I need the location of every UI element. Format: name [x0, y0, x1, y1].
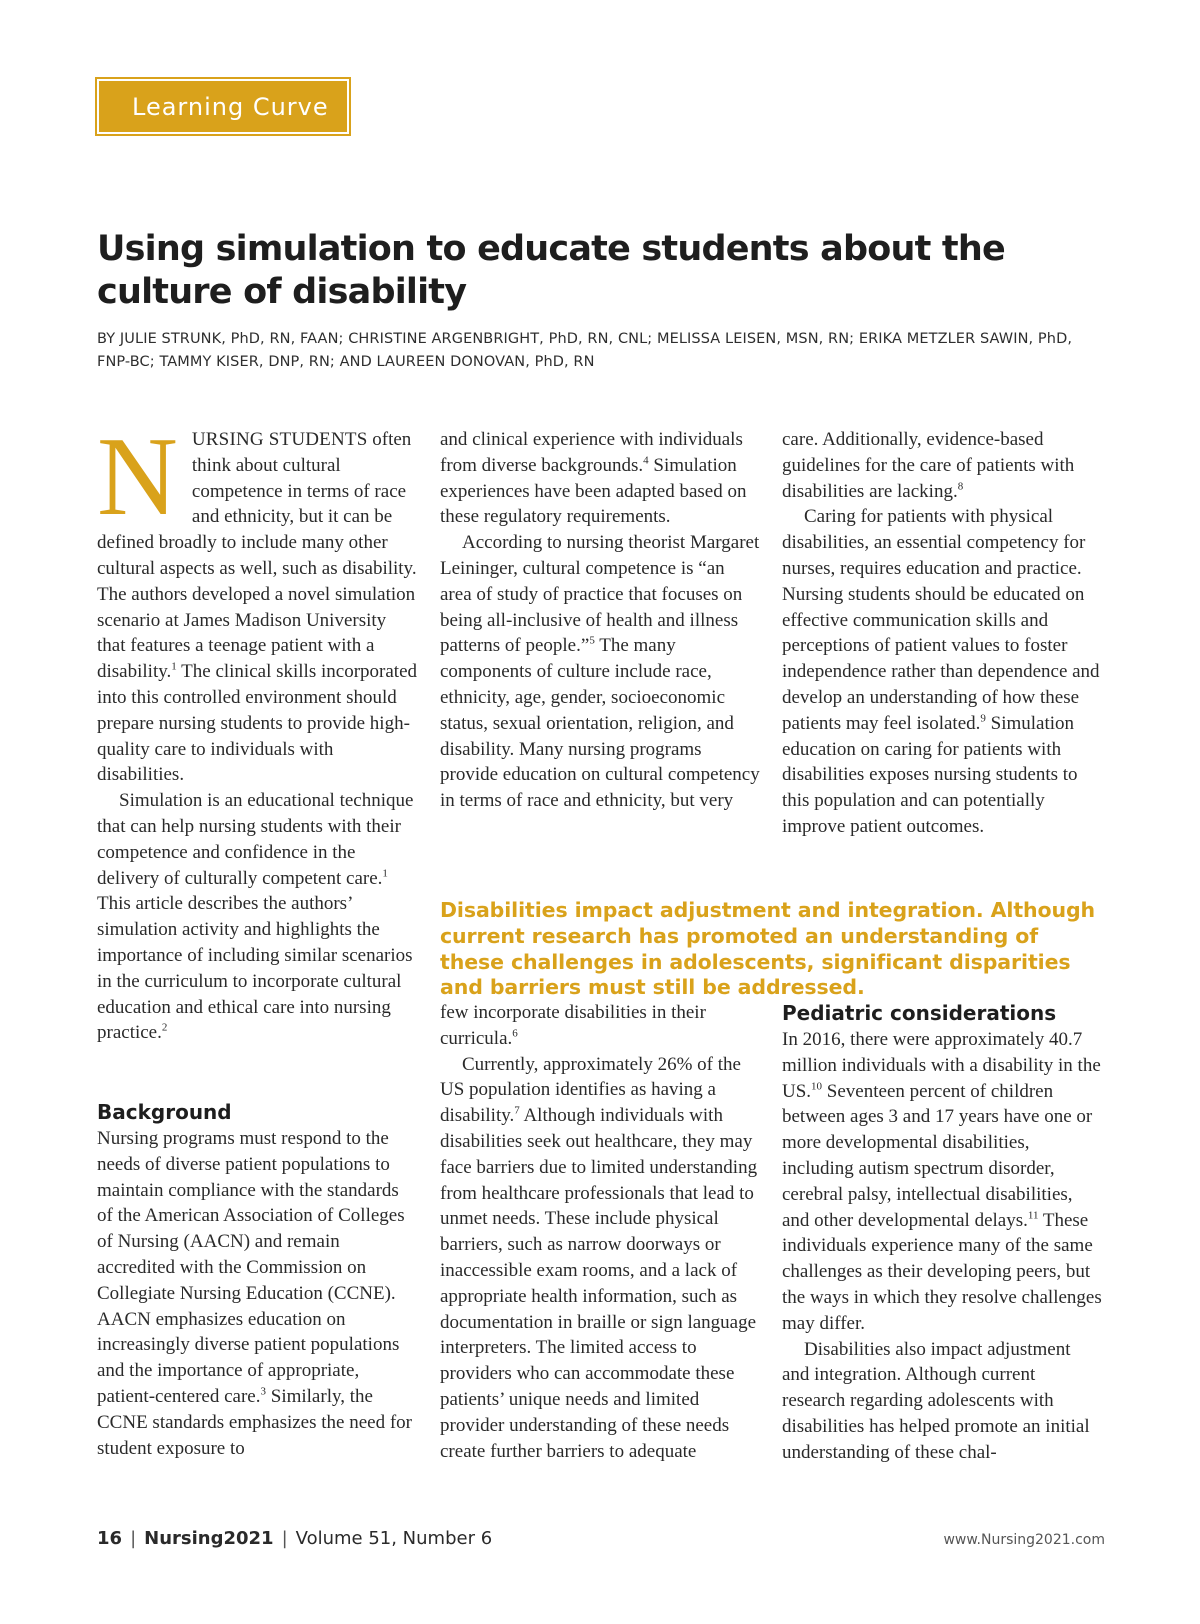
body-paragraph: Currently, approximately 26% of the US population identifies as having a disability.$^7$ Although individuals with disabilities seek out healthcare, they may face barriers due to limited understanding from healthcare professionals that lead to unmet needs. These include physical barriers, such as narrow doorways or inaccessible exam rooms, and a lack of appropriate health information, such as documentation in braille or sign language interpreters. The limited access to providers who can accommodate these patients’ unique needs and limited provider understanding of these needs create further barriers to adequate: [440, 1053, 758, 1462]
intro-paragraph: NURSING STUDENTS often think about cultural competence in terms of race and ethnicity, but it can be defined broadly to include many other cultural aspects as well, such as disability. The authors developed a novel simulation scenario at James Madison University that features a teenage patient with a disability.$^1$ The clinical skills incorporated into this controlled environment should prepare nursing students to provide high-quality care to individuals with disabilities.: [97, 415, 417, 786]
column-3-top: [782, 427, 1102, 840]
body-paragraph: Disabilities also impact adjustment and integration. Although current research regarding adolescents with disabilities has helped promote an initial understanding of these chal-: [782, 1338, 1090, 1463]
article-title: Using simulation to educate students about the culture of disability: [97, 229, 1005, 312]
lead-in-caps: URSING STUDENTS: [191, 429, 368, 450]
footer-url: www.Nursing2021.com: [943, 1532, 1105, 1548]
body-paragraph: care. Additionally, evidence-based guidelines for the care of patients with disabilities are lacking.$^8$: [782, 429, 1075, 502]
column-1: [97, 415, 417, 1046]
issue-info: Volume 51, Number 6: [295, 1528, 493, 1549]
body-paragraph: Simulation is an educational technique that can help nursing students with their competence and confidence in the delivery of culturally competent care.$^1$ This article describes the authors’ simulation activity and highlights the importance of including similar scenarios in the curriculum to incorporate cultural education and ethical care into nursing practice.$^2$: [97, 790, 414, 1044]
section-tag-label: Learning Curve: [132, 93, 329, 121]
body-paragraph: Nursing programs must respond to the needs of diverse patient populations to maintain compliance with the standards of the American Association of Colleges of Nursing (AACN) and remain accredited with the Commission on Collegiate Nursing Education (CCNE). AACN emphasizes education on increasingly diverse patient populations and the importance of appropriate, patient-centered care.$^3$ Similarly, the CCNE standards emphasizes the need for student exposure to: [97, 1128, 412, 1459]
body-paragraph: Caring for patients with physical disabilities, an essential competency for nurses, requires education and practice. Nursing students should be educated on effective communication skills and perceptions of patient values to foster independence rather than dependence and develop an understanding of how these patients may feel isolated.$^9$ Simulation education on caring for patients with disabilities exposes nursing students to this population and can potentially improve patient outcomes.: [782, 506, 1100, 837]
column-2-bottom: [440, 1000, 760, 1464]
byline: BY JULIE STRUNK, PhD, RN, FAAN; CHRISTINE ARGENBRIGHT, PhD, RN, CNL; MELISSA LEISEN, MSN, RN; ERIKA METZLER SAWIN, PhD, FNP-BC; TAMMY KISER, DNP, RN; AND LAUREEN DONOVAN, PhD, RN: [97, 331, 1073, 370]
footer: 16 | Nursing2021 | Volume 51, Number 6: [97, 1528, 493, 1549]
body-paragraph: few incorporate disabilities in their curricula.$^6$: [440, 1002, 706, 1049]
heading-background: Background: [97, 1100, 232, 1124]
body-paragraph: and clinical experience with individuals from diverse backgrounds.$^4$ Simulation experiences have been adapted based on these regulatory requirements.: [440, 429, 747, 528]
magazine-name: Nursing2021: [144, 1528, 274, 1549]
body-paragraph: In 2016, there were approximately 40.7 million individuals with a disability in the US.$^{10}$ Seventeen percent of children between ages 3 and 17 years have one or more developmental disabilities, including autism spectrum disorder, cerebral palsy, intellectual disabilities, and other developmental delays.$^{11}$ These individuals experience many of the same challenges as their developing peers, but the ways in which they resolve challenges may differ.: [782, 1029, 1102, 1334]
column-1-background: [97, 1099, 417, 1461]
pull-quote: Disabilities impact adjustment and integration. Although current research has promoted an understanding of these challenges in adolescents, significant disparities and barriers must still be addressed.: [440, 898, 1096, 1000]
section-tag: [97, 79, 349, 134]
column-3-bottom: [782, 1000, 1102, 1466]
page-number: 16: [97, 1528, 123, 1549]
drop-cap: N: [97, 415, 178, 539]
heading-pediatric: Pediatric considerations: [782, 1001, 1057, 1025]
column-2-top: [440, 427, 760, 814]
body-paragraph: According to nursing theorist Margaret Leininger, cultural competence is “an area of study of practice that focuses on being all-inclusive of health and illness patterns of people.”$^5$ The many components of culture include race, ethnicity, age, gender, socioeconomic status, sexual orientation, religion, and disability. Many nursing programs provide education on cultural competency in terms of race and ethnicity, but very: [440, 532, 760, 812]
